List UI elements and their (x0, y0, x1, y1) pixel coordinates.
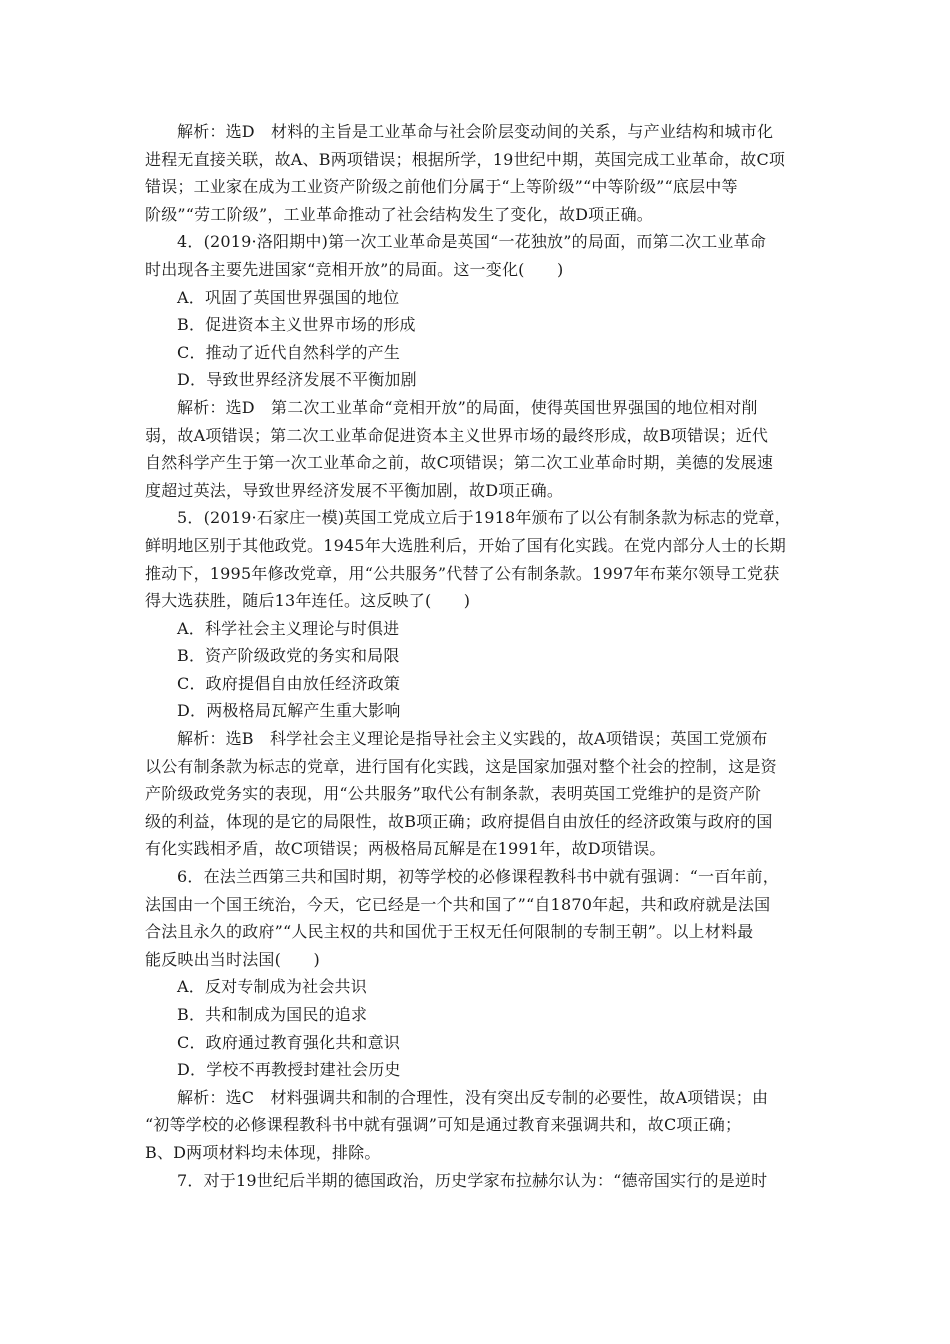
text-line: 解析：选B 科学社会主义理论是指导社会主义实践的，故A项错误；英国工党颁布 (177, 729, 768, 749)
text-line: A．巩固了英国世界强国的地位 (177, 287, 400, 307)
text-line: 6．在法兰西第三共和国时期，初等学校的必修课程教科书中就有强调：“一百年前， (177, 867, 779, 887)
text-line: 7．对于19世纪后半期的德国政治，历史学家布拉赫尔认为：“德帝国实行的是逆时 (177, 1170, 768, 1190)
text-line: 合法且永久的政府”“人民主权的共和国优于王权无任何限制的专制王朝”。以上材料最 (145, 922, 754, 942)
text-line: 解析：选C 材料强调共和制的合理性，没有突出反专制的必要性，故A项错误；由 (177, 1087, 769, 1107)
text-line: D．学校不再教授封建社会历史 (177, 1060, 401, 1080)
text-line: 推动下，1995年修改党章，用“公共服务”代替了公有制条款。1997年布莱尔领导工党获 (145, 563, 780, 583)
text-line: 错误；工业家在成为工业资产阶级之前他们分属于“上等阶级”“中等阶级”“底层中等 (145, 177, 738, 197)
text-line: B．促进资本主义世界市场的形成 (177, 315, 416, 335)
text-line: 解析：选D 材料的主旨是工业革命与社会阶层变动间的关系，与产业结构和城市化 (177, 122, 774, 141)
text-line: 法国由一个国王统治，今天，它已经是一个共和国了”“自1870年起，共和政府就是法国 (145, 894, 771, 914)
text-line: C．政府通过教育强化共和意识 (177, 1032, 401, 1052)
text-line: 进程无直接关联，故A、B两项错误；根据所学，19世纪中期，英国完成工业革命，故C项 (145, 149, 786, 169)
text-line: D．导致世界经济发展不平衡加剧 (177, 370, 417, 390)
text-line: 鲜明地区别于其他政党。1945年大选胜利后，开始了国有化实践。在党内部分人士的长期 (145, 535, 786, 555)
text-line: 5．(2019·石家庄一模)英国工党成立后于1918年颁布了以公有制条款为标志的党章， (177, 508, 791, 528)
text-line: A．反对专制成为社会共识 (177, 977, 367, 997)
text-line: A．科学社会主义理论与时俱进 (177, 618, 400, 638)
text-line: B、D两项材料均未体现，排除。 (145, 1142, 381, 1162)
text-line: C．政府提倡自由放任经济政策 (177, 673, 401, 693)
text-line: 级的利益，体现的是它的局限性，故B项正确；政府提倡自由放任的经济政策与政府的国 (145, 811, 773, 831)
text-line: 产阶级政党务实的表现，用“公共服务”取代公有制条款，表明英国工党维护的是资产阶 (145, 784, 762, 804)
text-line: B．共和制成为国民的追求 (177, 1005, 368, 1024)
text-line: D．两极格局瓦解产生重大影响 (177, 701, 401, 721)
text-line: 有化实践相矛盾，故C项错误；两极格局瓦解是在1991年，故D项错误。 (145, 839, 666, 859)
text-line: 自然科学产生于第一次工业革命之前，故C项错误；第二次工业革命时期，美德的发展速 (145, 453, 774, 473)
text-line: 时出现各主要先进国家“竞相开放”的局面。这一变化( ) (145, 259, 564, 279)
text-line: B．资产阶级政党的务实和局限 (177, 646, 400, 666)
text-line: 得大选获胜，随后13年连任。这反映了( ) (145, 591, 471, 611)
document-body (145, 118, 810, 1194)
text-line: 4．(2019·洛阳期中)第一次工业革命是英国“一花独放”的局面，而第二次工业革命 (177, 232, 767, 252)
text-line: “初等学校的必修课程教科书中就有强调”可知是通过教育来强调共和，故C项正确； (145, 1115, 742, 1135)
text-line: 度超过英法，导致世界经济发展不平衡加剧，故D项正确。 (145, 480, 564, 500)
text-line: 弱，故A项错误；第二次工业革命促进资本主义世界市场的最终形成，故B项错误；近代 (145, 425, 769, 445)
text-line: 阶级”“劳工阶级”，工业革命推动了社会结构发生了变化，故D项正确。 (145, 204, 653, 224)
text-line: 能反映出当时法国( ) (145, 949, 320, 969)
text-line: C．推动了近代自然科学的产生 (177, 342, 401, 362)
text-line: 解析：选D 第二次工业革命“竞相开放”的局面，使得英国世界强国的地位相对削 (177, 397, 758, 417)
text-line: 以公有制条款为标志的党章，进行国有化实践，这是国家加强对整个社会的控制，这是资 (145, 756, 777, 776)
